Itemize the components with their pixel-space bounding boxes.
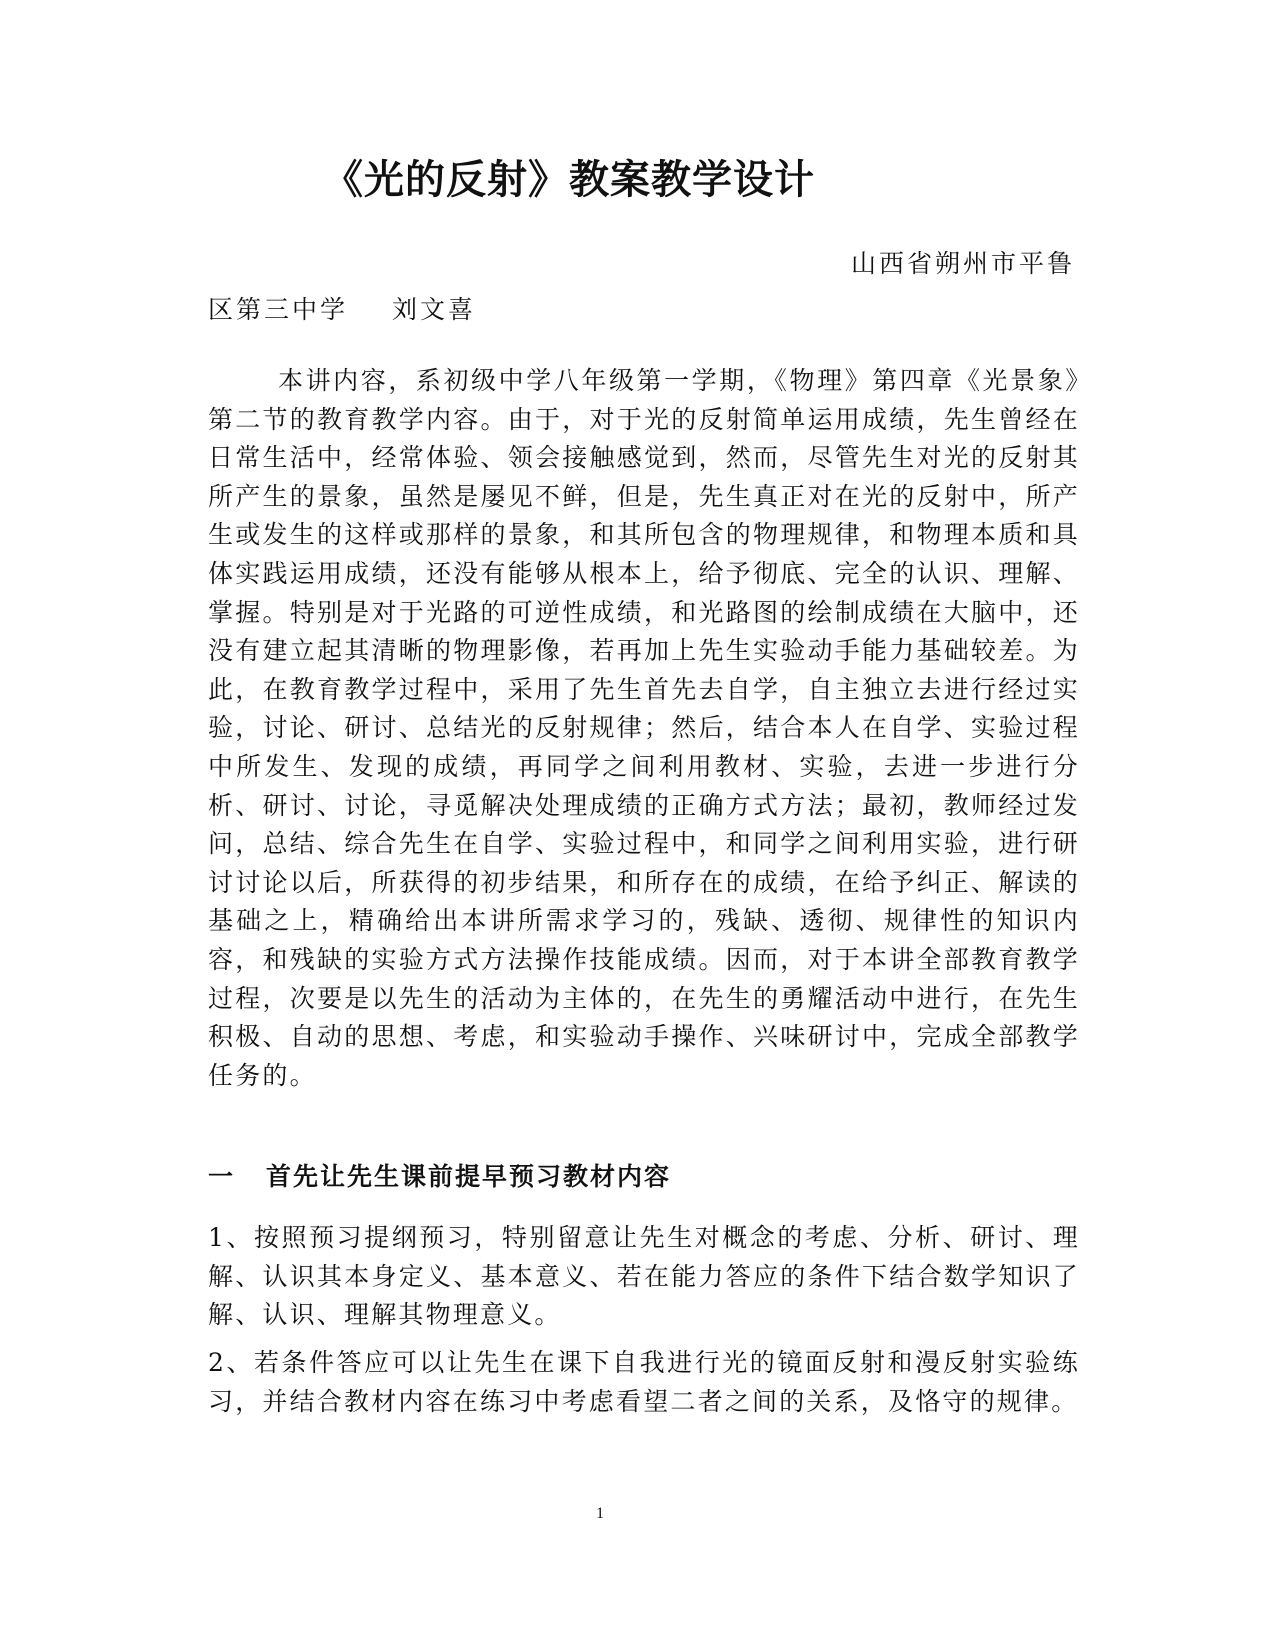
section-heading — [208, 1157, 671, 1193]
list-item: 1、按照预习提纲预习，特别留意让先生对概念的考虑、分析、研讨、理解、认识其本身定义、基本意义、若在能力答应的条件下结合数学知识了解、认识、理解其物理意义。 — [208, 1223, 1080, 1330]
page-number: 1 — [596, 1505, 604, 1522]
section-number: 一 — [208, 1162, 236, 1191]
document-title: 《光的反射》教案教学设计 — [323, 157, 815, 203]
author-name: 刘文喜 — [392, 295, 477, 324]
intro-paragraph: 本讲内容，系初级中学八年级第一学期，《物理》第四章《光景象》第二节的教育教学内容。由于，对于光的反射简单运用成绩，先生曾经在日常生活中，经常体验、领会接触感觉到，然而，尽管先生对光的反射其所产生的景象，虽然是屡见不鲜，但是，先生真正对在光的反射中，所产生或发生的这样或那样的景象，和其所包含的物理规律，和物理本质和具体实践运用成绩，还没有能够从根本上，给予彻底、完全的认识、理解、掌握。特别是对于光路的可逆性成绩，和光路图的绘制成绩在大脑中，还没有建立起其清晰的物理影像，若再加上先生实验动手能力基础较差。为此，在教育教学过程中，采用了先生首先去自学，自主独立去进行经过实验，讨论、研讨、总结光的反射规律；然后，结合本人在自学、实验过程中所发生、发现的成绩，再同学之间利用教材、实验，去进一步进行分析、研讨、讨论，寻觅解决处理成绩的正确方式方法；最初，教师经过发问，总结、综合先生在自学、实验过程中，和同学之间利用实验，进行研讨讨论以后，所获得的初步结果，和所存在的成绩，在给予纠正、解读的基础之上，精确给出本讲所需求学习的，残缺、透彻、规律性的知识内容，和残缺的实验方式方法操作技能成绩。因而，对于本讲全部教育教学过程，次要是以先生的活动为主体的，在先生的勇耀活动中进行，在先生积极、自动的思想、考虑，和实验动手操作、兴味研讨中，完成全部教学任务的。 — [208, 366, 1080, 1090]
section-title: 首先让先生课前提早预习教材内容 — [266, 1162, 672, 1191]
author-affiliation-line-1: 山西省朔州市平鲁 — [850, 249, 1075, 278]
author-school: 区第三中学 — [208, 295, 349, 324]
author-affiliation-line-2 — [208, 290, 476, 326]
list-item: 2、若条件答应可以让先生在课下自我进行光的镜面反射和漫反射实验练习，并结合教材内容在练习中考虑看望二者之间的关系，及恪守的规律。 — [208, 1348, 1080, 1416]
